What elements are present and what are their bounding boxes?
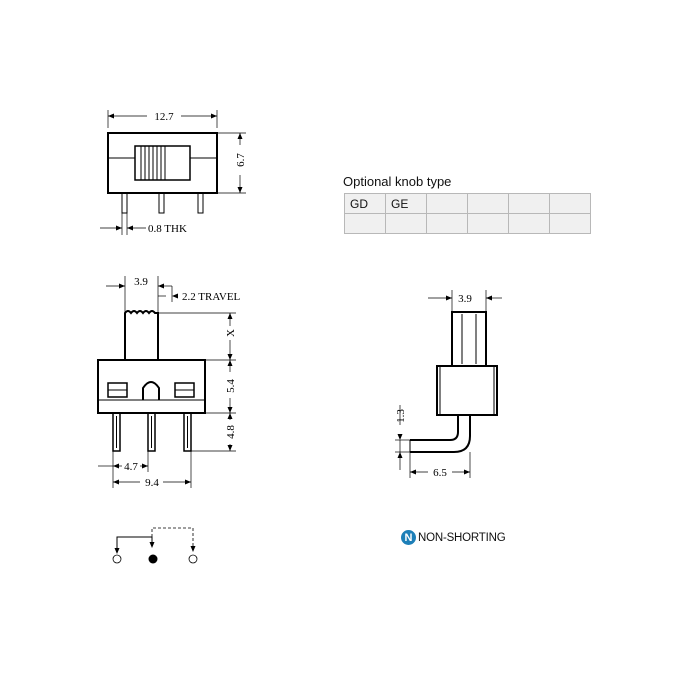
table-cell bbox=[427, 214, 468, 234]
n-logo-icon: N bbox=[401, 530, 416, 545]
side-view bbox=[395, 290, 502, 479]
table-cell: GE bbox=[386, 194, 427, 214]
knob-type-table bbox=[344, 193, 591, 234]
x-label: X bbox=[225, 329, 237, 337]
table-cell bbox=[468, 194, 509, 214]
table-cell bbox=[550, 214, 591, 234]
top-pin-right bbox=[198, 193, 203, 213]
side-body bbox=[437, 366, 497, 415]
top-width-label: 12.7 bbox=[154, 111, 174, 123]
body-height-label: 5.4 bbox=[225, 379, 237, 393]
pin-spacing-label: 4.7 bbox=[124, 461, 138, 473]
front-knob-width-label: 3.9 bbox=[134, 276, 148, 288]
pin-length-label: 4.8 bbox=[225, 425, 237, 439]
side-knob-width-label: 3.9 bbox=[458, 293, 472, 305]
top-view bbox=[100, 110, 247, 235]
table-cell bbox=[509, 214, 550, 234]
knob-table-title: Optional knob type bbox=[343, 174, 452, 189]
terminal-common bbox=[149, 555, 158, 564]
table-cell bbox=[386, 214, 427, 234]
top-pin-mid bbox=[159, 193, 164, 213]
non-shorting-label: NON-SHORTING bbox=[418, 531, 506, 544]
pin-span-label: 9.4 bbox=[145, 477, 159, 489]
table-cell bbox=[427, 194, 468, 214]
top-knob-ribs bbox=[141, 146, 165, 180]
top-body bbox=[108, 133, 217, 193]
top-pin-left bbox=[122, 193, 127, 213]
table-cell bbox=[345, 214, 386, 234]
front-view bbox=[98, 276, 241, 489]
top-height-label: 6.7 bbox=[235, 153, 247, 167]
table-cell bbox=[550, 194, 591, 214]
terminal-left bbox=[113, 555, 121, 563]
non-shorting-badge bbox=[401, 530, 505, 545]
table-row bbox=[345, 194, 591, 214]
table-cell: GD bbox=[345, 194, 386, 214]
side-bent-pin bbox=[410, 415, 458, 440]
bend-length-label: 6.5 bbox=[433, 467, 447, 479]
switch-schematic bbox=[113, 528, 197, 564]
front-body bbox=[98, 360, 205, 413]
table-cell bbox=[468, 214, 509, 234]
bend-height-label: 1.3 bbox=[395, 409, 407, 423]
table-row bbox=[345, 214, 591, 234]
top-pin-label: 0.8 THK bbox=[148, 223, 187, 235]
terminal-right bbox=[189, 555, 197, 563]
front-knob bbox=[125, 311, 158, 360]
travel-label: 2.2 TRAVEL bbox=[182, 291, 241, 303]
side-knob bbox=[452, 312, 486, 366]
table-cell bbox=[509, 194, 550, 214]
